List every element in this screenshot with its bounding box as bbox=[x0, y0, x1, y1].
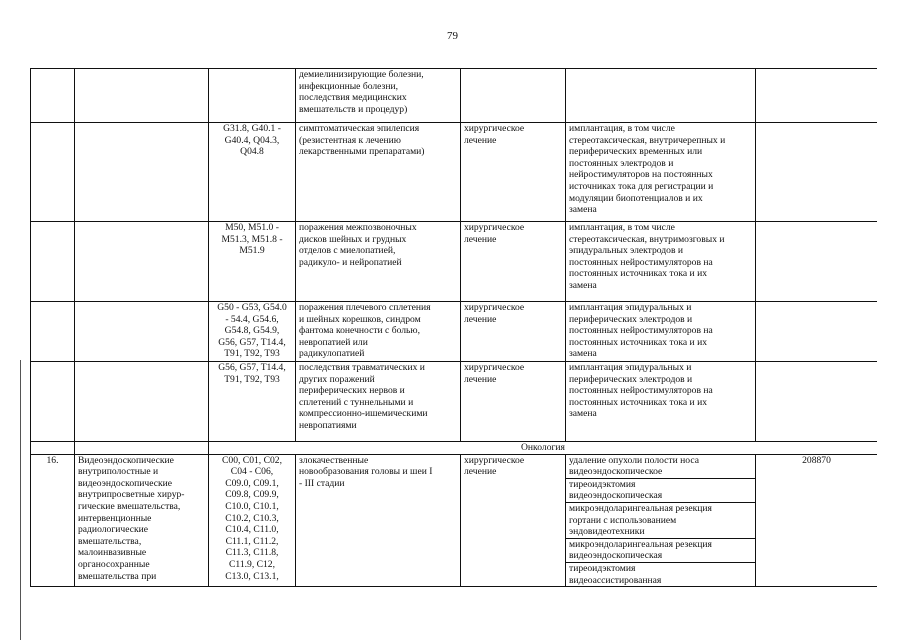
codes-cell-line: C10.4, C11.0, bbox=[225, 524, 279, 536]
codes-cell-line: C11.1, C11.2, bbox=[225, 535, 279, 547]
disease-cell bbox=[296, 362, 461, 442]
treatment-cell bbox=[461, 123, 566, 222]
method-cell-line: периферических временных или bbox=[569, 146, 703, 158]
disease-cell-line: сплетений с туннельными и bbox=[299, 396, 414, 408]
procedure-name-cell-line: гические вмешательства, bbox=[78, 500, 181, 512]
num-cell bbox=[31, 222, 75, 302]
name-cell bbox=[75, 123, 209, 222]
method-cell-line: постоянных источниках тока и их bbox=[569, 336, 707, 348]
disease-cell-line: (резистентная к лечению bbox=[299, 134, 401, 146]
disease-cell-line: инфекционные болезни, bbox=[299, 80, 399, 92]
treatment-cell-line: хирургическое bbox=[464, 222, 525, 233]
codes-cell bbox=[209, 222, 296, 302]
codes-cell-line: C04 - C06, bbox=[230, 466, 274, 478]
disease-cell-line: злокачественные bbox=[299, 454, 369, 466]
disease-cell-line: радикулопатией bbox=[299, 348, 365, 360]
section-title: Онкология bbox=[209, 442, 878, 455]
method-cell-line: источниках тока для регистрации и bbox=[569, 180, 714, 192]
method-item-line: микроэндоларингеальная резекция bbox=[569, 502, 712, 514]
row-number: 16. bbox=[31, 454, 75, 587]
treatment-cell-line: хирургическое bbox=[464, 123, 525, 134]
treatment-cell bbox=[461, 454, 566, 587]
disease-cell bbox=[296, 302, 461, 362]
method-cell bbox=[566, 69, 756, 123]
num-cell bbox=[31, 69, 75, 123]
method-cell-line: замена bbox=[569, 408, 597, 420]
procedure-name-cell-line: Видеоэндоскопические bbox=[78, 454, 174, 466]
disease-cell-line: - III стадии bbox=[299, 477, 345, 489]
disease-cell bbox=[296, 123, 461, 222]
treatment-cell-line: хирургическое bbox=[464, 302, 525, 313]
page-edge-line bbox=[20, 360, 21, 640]
codes-cell bbox=[209, 69, 296, 123]
treatment-cell bbox=[461, 302, 566, 362]
codes-cell-line: G54.8, G54.9, bbox=[224, 325, 280, 337]
vmp-table bbox=[30, 68, 877, 587]
disease-cell bbox=[296, 69, 461, 123]
num-cell bbox=[31, 442, 75, 455]
method-cell-line: имплантация эпидуральных и bbox=[569, 362, 692, 373]
table-row bbox=[31, 69, 878, 123]
treatment-cell bbox=[461, 222, 566, 302]
table-row bbox=[31, 362, 878, 442]
method-cell-line: постоянных источниках тока и их bbox=[569, 396, 707, 408]
procedure-name-cell-line: интервенционные bbox=[78, 512, 152, 524]
method-item bbox=[566, 479, 755, 503]
treatment-cell-line: хирургическое bbox=[464, 362, 525, 373]
codes-cell-line: C00, C01, C02, bbox=[222, 454, 282, 466]
disease-cell-line: невропатией или bbox=[299, 336, 368, 348]
method-item-line: удаление опухоли полости носа bbox=[569, 454, 699, 466]
codes-cell-line: T91, T92, T93 bbox=[224, 348, 280, 360]
treatment-cell bbox=[461, 69, 566, 123]
codes-cell bbox=[209, 123, 296, 222]
codes-cell-line: M50, M51.0 - bbox=[225, 222, 279, 233]
codes-cell-line: C13.0, C13.1, bbox=[225, 570, 279, 582]
treatment-cell bbox=[461, 362, 566, 442]
treatment-cell-line: хирургическое bbox=[464, 454, 525, 466]
method-item-line: видеоэндоскопическое bbox=[569, 466, 663, 478]
methods-cell bbox=[566, 454, 756, 587]
method-cell-line: имплантация эпидуральных и bbox=[569, 302, 692, 313]
method-item-line: видеоэндоскопическая bbox=[569, 490, 663, 502]
disease-cell-line: вмешательств и процедур) bbox=[299, 103, 408, 115]
treatment-cell-line: лечение bbox=[464, 373, 497, 385]
method-item-line: тиреоидэктомия bbox=[569, 562, 636, 574]
method-cell bbox=[566, 302, 756, 362]
method-cell-line: замена bbox=[569, 279, 597, 291]
method-item-line: микроэндоларингеальная резекция bbox=[569, 538, 712, 550]
procedure-name-cell-line: вмешательства при bbox=[78, 570, 157, 582]
num-cell bbox=[31, 123, 75, 222]
method-item-line: видеоассистированная bbox=[569, 574, 662, 586]
method-cell-line: замена bbox=[569, 348, 597, 360]
method-item bbox=[566, 539, 755, 563]
procedure-name-cell-line: внутриполостные и bbox=[78, 466, 159, 478]
procedure-name-cell-line: внутрипросветные хирур- bbox=[78, 489, 185, 501]
procedure-name-cell bbox=[75, 454, 209, 587]
disease-cell-line: последствия травматических и bbox=[299, 362, 425, 373]
num-cell bbox=[31, 362, 75, 442]
disease-cell bbox=[296, 222, 461, 302]
cost-cell bbox=[756, 222, 878, 302]
codes-cell-line: C10.2, C10.3, bbox=[225, 512, 279, 524]
disease-cell-line: симптоматическая эпилепсия bbox=[299, 123, 420, 134]
cost-cell bbox=[756, 123, 878, 222]
name-cell bbox=[75, 362, 209, 442]
codes-cell-line: C11.9, C12, bbox=[228, 558, 276, 570]
method-cell-line: имплантация, в том числе bbox=[569, 222, 675, 233]
page-number: 79 bbox=[447, 30, 458, 42]
cost-cell bbox=[756, 362, 878, 442]
method-cell-line: постоянных источниках тока и их bbox=[569, 268, 707, 280]
disease-cell-line: компрессионно-ишемическими bbox=[299, 408, 428, 420]
codes-cell-line: C09.0, C09.1, bbox=[225, 477, 279, 489]
num-cell bbox=[31, 302, 75, 362]
method-cell-line: периферических электродов и bbox=[569, 373, 693, 385]
method-cell-line: эпидуральных электродов и bbox=[569, 245, 684, 257]
table-row bbox=[31, 222, 878, 302]
codes-cell-line: C09.8, C09.9, bbox=[225, 489, 279, 501]
codes-cell-line: M51.3, M51.8 - bbox=[221, 233, 283, 245]
cost-cell bbox=[756, 302, 878, 362]
treatment-cell-line: лечение bbox=[464, 233, 497, 245]
codes-cell-line: G56, G57, T14.4, bbox=[218, 336, 286, 348]
codes-cell-line: - 54.4, G54.6, bbox=[225, 313, 279, 325]
codes-cell bbox=[209, 362, 296, 442]
codes-cell-line: G50 - G53, G54.0 bbox=[217, 302, 287, 313]
treatment-cell-line: лечение bbox=[464, 313, 497, 325]
method-cell-line: постоянных нейростимуляторов на bbox=[569, 325, 713, 337]
disease-cell-line: поражения плечевого сплетения bbox=[299, 302, 431, 313]
codes-cell-line: C11.3, C11.8, bbox=[225, 547, 279, 559]
method-cell-line: стереотаксическая, внутримозговых и bbox=[569, 233, 725, 245]
disease-cell-line: радикуло- и нейропатией bbox=[299, 256, 402, 268]
name-cell bbox=[75, 69, 209, 123]
disease-cell-line: периферических нервов и bbox=[299, 385, 405, 397]
disease-cell-line: демиелинизирующие болезни, bbox=[299, 69, 424, 80]
method-cell-line: постоянных нейростимуляторов на bbox=[569, 385, 713, 397]
codes-cell bbox=[209, 454, 296, 587]
table-row bbox=[31, 302, 878, 362]
method-cell-line: периферических электродов и bbox=[569, 313, 693, 325]
disease-cell-line: последствия медицинских bbox=[299, 92, 407, 104]
disease-cell-line: других поражений bbox=[299, 373, 375, 385]
disease-cell-line: невропатиями bbox=[299, 419, 357, 431]
disease-cell-line: лекарственными препаратами) bbox=[299, 146, 425, 158]
name-cell bbox=[75, 442, 209, 455]
procedure-name-cell-line: радиологические bbox=[78, 524, 149, 536]
table-row-16 bbox=[31, 454, 878, 587]
codes-cell-line: G40.4, Q04.3, bbox=[224, 134, 280, 146]
method-cell bbox=[566, 123, 756, 222]
procedure-name-cell-line: органосохранные bbox=[78, 558, 150, 570]
method-item bbox=[566, 503, 755, 539]
disease-cell bbox=[296, 454, 461, 587]
treatment-cell-line: лечение bbox=[464, 134, 497, 146]
method-cell-line: постоянных электродов и bbox=[569, 157, 674, 169]
method-cell bbox=[566, 362, 756, 442]
codes-cell-line: M51.9 bbox=[239, 245, 265, 257]
disease-cell-line: новообразования головы и шеи I bbox=[299, 466, 433, 478]
method-item-line: гортани с использованием bbox=[569, 514, 677, 526]
codes-cell-line: T91, T92, T93 bbox=[224, 373, 280, 385]
document-table-wrap bbox=[30, 68, 877, 640]
method-cell-line: имплантация, в том числе bbox=[569, 123, 675, 134]
table-body bbox=[31, 69, 878, 587]
treatment-cell-line: лечение bbox=[464, 466, 497, 478]
section-row bbox=[31, 442, 878, 455]
method-cell bbox=[566, 222, 756, 302]
method-item-line: эндовидеотехники bbox=[569, 526, 645, 538]
method-item-line: тиреоидэктомия bbox=[569, 478, 636, 490]
procedure-name-cell-line: видеоэндоскопические bbox=[78, 477, 173, 489]
method-cell-line: постоянных нейростимуляторов на bbox=[569, 256, 713, 268]
procedure-name-cell-line: малоинвазивные bbox=[78, 547, 147, 559]
codes-cell-line: C10.0, C10.1, bbox=[225, 500, 279, 512]
codes-cell-line: Q04.8 bbox=[240, 146, 264, 158]
procedure-name-cell-line: вмешательства, bbox=[78, 535, 142, 547]
method-cell-line: модуляции биопотенциалов и их bbox=[569, 192, 703, 204]
codes-cell-line: G56, G57, T14.4, bbox=[218, 362, 286, 373]
disease-cell-line: поражения межпозвоночных bbox=[299, 222, 417, 233]
codes-cell bbox=[209, 302, 296, 362]
name-cell bbox=[75, 222, 209, 302]
disease-cell-line: и шейных корешков, синдром bbox=[299, 313, 421, 325]
method-item bbox=[566, 563, 755, 586]
disease-cell-line: фантома конечности с болью, bbox=[299, 325, 420, 337]
method-cell-line: нейростимуляторов на постоянных bbox=[569, 169, 713, 181]
method-item-line: видеоэндоскопическая bbox=[569, 550, 663, 562]
method-cell-line: стереотаксическая, внутричерепных и bbox=[569, 134, 726, 146]
method-cell-line: замена bbox=[569, 204, 597, 216]
name-cell bbox=[75, 302, 209, 362]
disease-cell-line: отделов с миелопатией, bbox=[299, 245, 396, 257]
disease-cell-line: дисков шейных и грудных bbox=[299, 233, 407, 245]
codes-cell-line: G31.8, G40.1 - bbox=[223, 123, 281, 134]
cost-cell: 208870 bbox=[756, 454, 878, 587]
method-item bbox=[566, 455, 755, 479]
table-row bbox=[31, 123, 878, 222]
cost-cell bbox=[756, 69, 878, 123]
